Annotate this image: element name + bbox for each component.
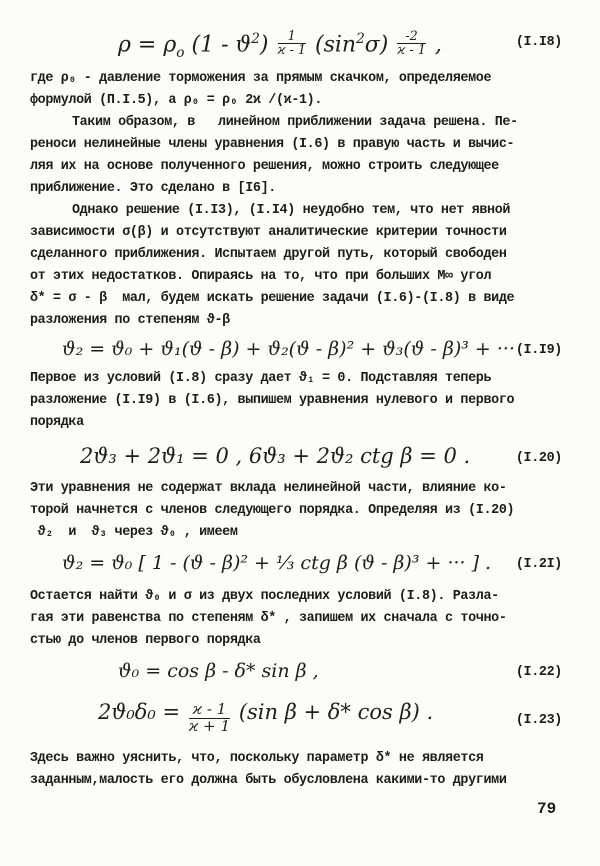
paragraph-3-line-5: δ* = σ - β мал, будем искать решение задачи (I.6)-(I.8) в виде (30, 291, 515, 306)
paragraph-3-line-6: разложения по степеням ϑ-β (30, 313, 230, 328)
paragraph-2-line-4: приближение. Это сделано в [I6]. (30, 181, 276, 196)
paragraph-2-line-3: ляя их на основе полученного решения, можно строить следующее (30, 159, 499, 174)
paragraph-4-line-2: разложение (I.I9) в (I.6), выпишем уравнения нулевого и первого (30, 393, 515, 408)
paragraph-6-line-2: гая эти равенства по степеням δ* , запишем их сначала с точно- (30, 611, 507, 626)
equation-number-i21: (I.2I) (515, 557, 562, 572)
paragraph-7-line-1: Здесь важно уяснить, что, поскольку параметр δ* не является (30, 751, 484, 766)
paragraph-3-line-4: от этих недостатков. Опираясь на то, что при больших M∞ угол (30, 269, 492, 284)
paragraph-4-line-3: порядка (30, 415, 84, 430)
paragraph-5-line-3: ϑ₂ и ϑ₃ через ϑ₀ , имеем (30, 525, 238, 540)
paragraph-4-line-1: Первое из условий (I.8) сразу дает ϑ₁ = 0. Подставляя теперь (30, 371, 492, 386)
paragraph-5-line-2: торой начнется с членов следующего порядка. Определяя из (I.20) (30, 503, 515, 518)
equation-i21: ϑ₂ = ϑ₀ [ 1 - (ϑ - β)² + ⅓ ctg β (ϑ - β)³ + ··· ] . (62, 552, 492, 574)
equation-i19: ϑ₂ = ϑ₀ + ϑ₁(ϑ - β) + ϑ₂(ϑ - β)² + ϑ₃(ϑ - β)³ + ··· (62, 338, 516, 360)
paragraph-6-line-3: стью до членов первого порядка (30, 633, 261, 648)
equation-number-i19: (I.I9) (515, 343, 562, 358)
equation-number-i18: (I.I8) (515, 35, 562, 50)
paragraph-5-line-1: Эти уравнения не содержат вклада нелинейной части, влияние ко- (30, 481, 507, 496)
equation-i20: 2ϑ₃ + 2ϑ₁ = 0 , 6ϑ₃ + 2ϑ₂ ctg β = 0 . (80, 444, 471, 468)
paragraph-6-line-1: Остается найти ϑ₀ и σ из двух последних условий (I.8). Разла- (30, 589, 499, 604)
paragraph-1-line-1: где ρ₀ - давление торможения за прямым скачком, определяемое (30, 71, 492, 86)
equation-i22: ϑ₀ = cos β - δ* sin β , (118, 660, 319, 682)
paragraph-1-line-2: формулой (П.I.5), а ρ₀ = ρ₀ 2ϰ /(ϰ-1). (30, 93, 323, 108)
equation-i18: $\rho = \rho_o$ $(1 - ϑ^2)$ $\frac{1}{ϰ - 1}$ $(\sin^2\sigma)$ $\frac{-2}{ϰ - 1}$ , (118, 29, 442, 61)
paragraph-2-line-1: Таким образом, в линейном приближении задача решена. Пе- (72, 115, 518, 130)
paragraph-3-line-2: зависимости σ(β) и отсутствуют аналитические критерии точности (30, 225, 507, 240)
paragraph-3-line-1: Однако решение (I.I3), (I.I4) неудобно тем, что нет явной (72, 203, 511, 218)
paragraph-2-line-2: реноси нелинейные члены уравнения (I.6) в правую часть и вычис- (30, 137, 515, 152)
equation-number-i20: (I.20) (515, 451, 562, 466)
equation-number-i23: (I.23) (515, 713, 562, 728)
paragraph-3-line-3: сделанного приближения. Испытаем другой путь, который свободен (30, 247, 507, 262)
page-number: 79 (537, 800, 557, 818)
equation-number-i22: (I.22) (515, 665, 562, 680)
paragraph-7-line-2: заданным,малость его должна быть обусловлена какими-то другими (30, 773, 507, 788)
equation-i23: 2ϑ₀δ₀ = $\frac{ϰ - 1}{ϰ + 1}$ (sin β + δ* cos β) . (98, 699, 434, 735)
